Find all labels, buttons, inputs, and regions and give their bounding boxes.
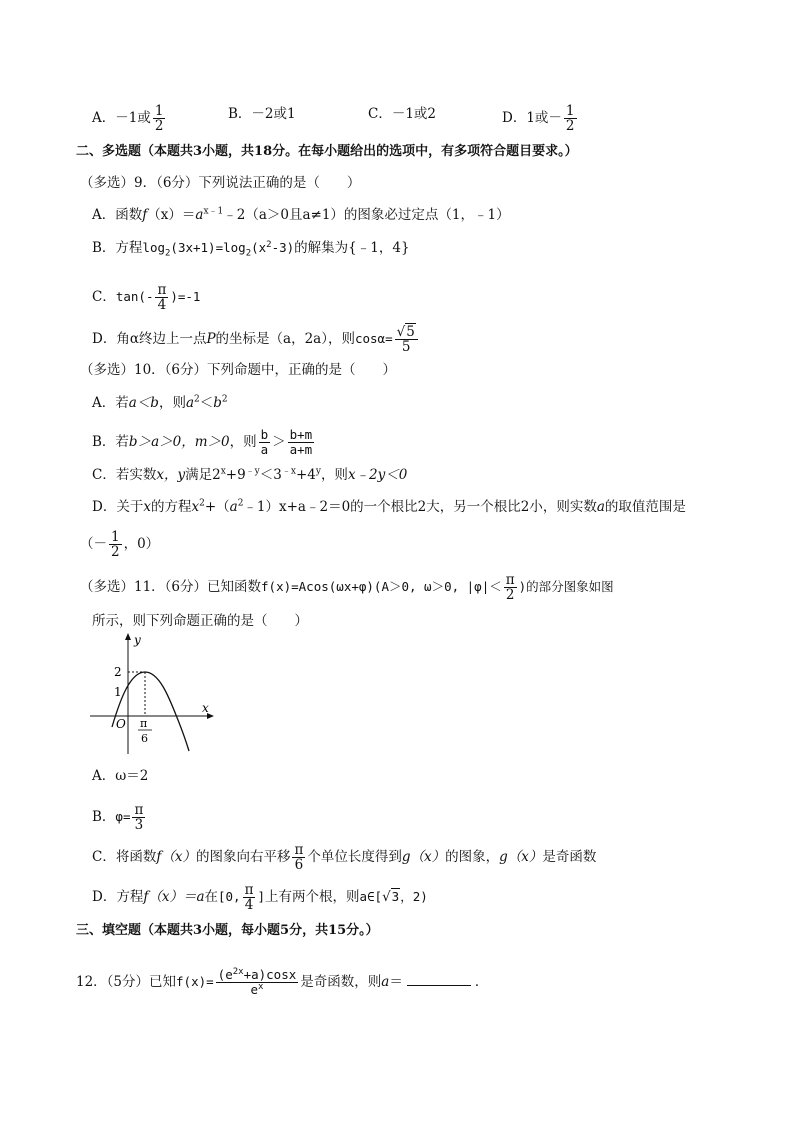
graph-y-label: y <box>134 633 141 647</box>
q9-option-c: C．tan(- $\frac{\pi}{4}$ )=-1 <box>92 282 201 313</box>
graph-tick-1: 1 <box>114 685 122 699</box>
section-2-heading: 二、多选题（本题共3小题，共18分。在每小题给出的选项中，有多项符合题目要求。） <box>76 144 578 159</box>
q8-a-fraction: $\frac{1}{2}$ <box>154 103 164 134</box>
q8-option-a: A．－1或 $\frac{1}{2}$ <box>92 103 164 134</box>
graph-curve <box>112 672 189 751</box>
q9-d-fraction: $\frac{√5}{5}$ <box>395 325 418 354</box>
q9-option-b: B．方程$\log_2(3x+1)=\log_2(x^2-3)$的解集为{﹣1，4} <box>92 239 410 259</box>
graph-y-arrow <box>125 633 131 640</box>
q11-stem: （多选）11．（6分）已知函数f(x)=Acos(ωx+φ)(A＞0, ω＞0, |φ|＜ $\frac{\pi}{2}$ )的部分图象如图 <box>80 572 614 603</box>
q10-option-a: A．若a＜b，则$a^2<b^2$ <box>92 394 228 411</box>
q11-option-d: D．方程f（x）＝a在[0, $\frac{\pi}{4}$ ]上有两个根，则a∈[√3，2) <box>92 882 428 913</box>
q11-option-c: C．将函数f（x）的图象向右平移 $\frac{\pi}{6}$ 个单位长度得到g（x）的图象，g（x）是奇函数 <box>92 842 597 873</box>
q9-c-fraction: $\frac{\pi}{4}$ <box>157 282 167 313</box>
q10-option-d-line1: D．关于x的方程$x^2+(a^2﹣1)x+a﹣2=0$的一个根比2大，另一个根比2小，则实数a的取值范围是 <box>92 498 686 515</box>
q11-stem-line2: 所示，则下列命题正确的是（ ） <box>92 613 308 629</box>
graph-tick-2: 2 <box>114 665 122 679</box>
graph-origin-label: O <box>116 717 126 731</box>
q10-option-b: B．若b＞a＞0，m＞0，则 $\frac{b}{a}$ ＞ $\frac{b+m}{a+m}$ <box>92 427 313 457</box>
graph-x-tick-num: π <box>140 717 148 730</box>
q8-option-c: C．－1或2 <box>368 106 437 122</box>
q11-c-fraction: $\frac{\pi}{6}$ <box>294 842 304 873</box>
graph-x-tick-den: 6 <box>141 732 148 745</box>
q10-b-fraction-2: $\frac{b+m}{a+m}$ <box>289 427 313 457</box>
q9-option-a: A．函数$f(x)=a^{x﹣1}﹣2(a>0$且a≠1）的图象必过定点（1，﹣1） <box>92 206 510 223</box>
q10-stem: （多选）10．（6分）下列命题中，正确的是（ ） <box>80 362 397 378</box>
q8-option-b: B．－2或1 <box>228 106 296 122</box>
q10-d-fraction: $\frac{1}{2}$ <box>111 529 120 560</box>
q11-stem-fraction: $\frac{\pi}{2}$ <box>505 572 515 603</box>
q12-answer-blank[interactable] <box>407 973 471 986</box>
q9-stem: （多选）9．（6分）下列说法正确的是（ ） <box>80 175 361 191</box>
q8-option-d: D．1或－ $\frac{1}{2}$ <box>502 103 575 134</box>
graph-x-label: x <box>202 701 209 715</box>
q11-cosine-graph <box>88 630 218 756</box>
q11-d-fraction: $\frac{\pi}{4}$ <box>244 882 254 913</box>
q11-option-b: B．φ= $\frac{\pi}{3}$ <box>92 802 144 833</box>
q10-option-d-line2: （－ $\frac{1}{2}$ ，0） <box>80 529 160 560</box>
q11-option-a: A．ω＝2 <box>92 768 149 784</box>
section-3-heading: 三、填空题（本题共3小题，每小题5分，共15分。） <box>76 923 379 938</box>
q10-option-c: C．若实数x，y满足$2^x+9^{﹣y}<3^{﹣x}+4^y$，则x﹣2y＜0 <box>92 466 408 483</box>
q8-d-fraction: $\frac{1}{2}$ <box>565 103 575 134</box>
q12: 12．（5分）已知f(x)= $\frac{(e^{2x}+a)\cos x}{e^x}$ 是奇函数，则a＝ ． <box>76 966 489 997</box>
q12-fraction: $\frac{(e^{2x}+a)\cos x}{e^x}$ <box>217 966 297 997</box>
q11-b-fraction: $\frac{\pi}{3}$ <box>134 802 144 833</box>
q9-option-d: D．角α终边上一点P的坐标是（a，2a），则cosα= $\frac{√5}{5}$ <box>92 325 420 354</box>
q10-b-fraction-1: $\frac{b}{a}$ <box>260 427 269 457</box>
